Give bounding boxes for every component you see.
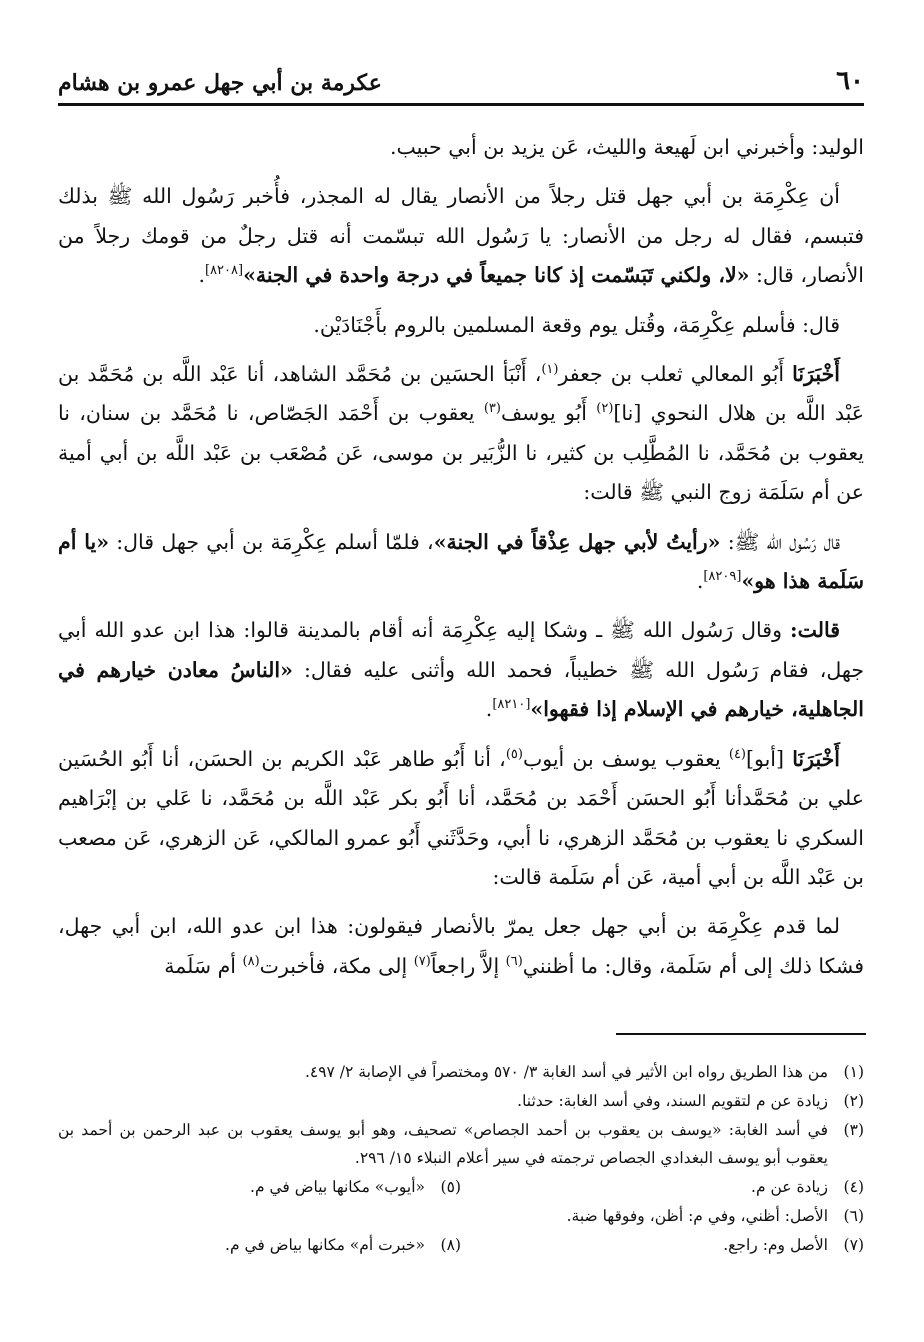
paragraph-8-text-b: إلاَّ راجعاً: [430, 953, 506, 978]
hadith-quote-2: «رأيتُ لأبي جهل عِذْقاً في الجنة»: [433, 529, 721, 554]
hadith-number-8209: [٨٢٠٩]: [703, 569, 742, 585]
paragraph-2-end: .: [198, 263, 205, 288]
main-text: [58, 128, 864, 996]
paragraph-7-text-c: ، أنا أَبُو طاهر عَبْد الكريم بن الحسَن، أنا أَبُو الحُسَين علي بن مُحَمَّدأنا أَبُو الحسَن أَحْمَد بن مُحَمَّد، أنا أَبُو بكر عَبْد اللَّه بن مُحَمَّد، نا عَلي بن إبْرَاهيم السكري نا يعقوب بن مُحَمَّد الزهري، نا أبي، وحَدَّثَني أَبُو عمرو المالكي، عَن الزهري، عَن مصعب بن عَبْد اللَّه بن أبي أمية، عَن أم سَلَمة قالت:: [58, 746, 864, 889]
header-rule: [58, 103, 864, 106]
footnote-text: «خبرت أم» مكانها بياض في م.: [225, 1235, 425, 1254]
hadith-number-8210: [٨٢١٠]: [492, 697, 531, 713]
paragraph-5: [58, 523, 864, 602]
qalat-lead: قالت:: [790, 618, 840, 643]
footnote-5: [58, 1173, 461, 1202]
isnad-lead-2: أَخْبَرَنَا: [792, 746, 841, 771]
footnote-text: زيادة عن م لتقويم السند، وفي أسد الغابة: حدثنا.: [517, 1091, 828, 1110]
paragraph-7-text-a: [أبو]: [746, 746, 793, 771]
paragraph-8-text-d: أم سَلَمة: [164, 953, 243, 978]
isnad-lead-1: أَخْبَرَنَا: [792, 362, 840, 387]
footnote-number: (١): [843, 1063, 864, 1081]
hadith-number-8208: [٨٢٠٨]: [204, 263, 244, 279]
paragraph-4-text-a: أَبُو المعالي ثعلب بن جعفر: [558, 362, 793, 387]
hadith-quote-1: «لا، ولكني تَبَسّمت إذ كانا جميعاً في درجة واحدة في الجنة»: [243, 263, 750, 288]
footnote-number: (٨): [440, 1235, 461, 1254]
paragraph-8-text-a: لما قدم عِكْرِمَة بن أبي جهل جعل يمرّ بالأنصار فيقولون: هذا ابن عدو الله، ابن أبي جهل، فشكا ذلك إلى أم سَلَمة، وقال: ما أظنني: [58, 914, 864, 978]
footnotes: [58, 1058, 864, 1260]
paragraph-7: [58, 740, 864, 898]
footnote-number: (٢): [843, 1091, 864, 1110]
footnote-text: الأصل: أظني، وفي م: أظن، وفوقها ضبة.: [566, 1206, 828, 1225]
footnote-text: في أسد الغابة: «يوسف بن يعقوب بن أحمد الجصاص» تصحيف، وهو أبو يوسف يعقوب بن عبد الرحمن بن أحمد بن يعقوب أبو يوسف البغدادي الجصاص ترجمته في سير أعلام النبلاء ١٥/ ٢٩٦.: [58, 1120, 828, 1168]
paragraph-8: [58, 907, 864, 986]
footnote-6: [58, 1202, 864, 1231]
paragraph-5-text-b: ، فلمّا أسلم عِكْرِمَة بن أبي جهل قال:: [109, 529, 434, 554]
footnote-number: (٧): [843, 1235, 864, 1254]
paragraph-2: [58, 177, 864, 295]
footnote-ref-5: (٥): [505, 746, 523, 762]
footnote-text: الأصل وم: راجع.: [723, 1235, 828, 1254]
hadith-quote-3: «يا أم سَلَمة هذا هو»: [58, 529, 864, 594]
paragraph-4-text-b: ، أَنْبَأ الحسَين بن مُحَمَّد الشاهد، أنا عَبْد اللَّه بن مُحَمَّد بن عَبْد اللَّه بن هلال النحوي [نا]: [58, 362, 865, 426]
paragraph-4-text-d: يعقوب بن أَحْمَد الجَصّاص، نا مُحَمَّد بن سنان، نا يعقوب بن مُحَمَّد، نا المُطَّلِب بن كثير، نا الزُّبَير بن موسى، عَن مُصْعَب بن عَبْد اللَّه بن أبي أمية عن أم سَلَمَة زوج النبي ﷺ قالت:: [58, 401, 864, 505]
footnote-number: (٣): [843, 1120, 864, 1139]
footnote-text: زيادة عن م.: [751, 1178, 828, 1197]
footnote-number: (٤): [843, 1178, 864, 1197]
paragraph-4-text-c: أَبُو يوسف: [500, 401, 597, 426]
paragraph-5-text-a: قال رَسُول الله ﷺ:: [720, 529, 840, 554]
footnote-number: (٦): [843, 1206, 864, 1225]
footnote-ref-2: (٢): [596, 401, 614, 417]
footnote-ref-1: (١): [541, 362, 559, 378]
footnote-row-4-5: [58, 1173, 864, 1202]
running-title: عكرمة بن أبي جهل عمرو بن هشام: [58, 70, 382, 96]
paragraph-7-text-b: يعقوب يوسف بن أيوب: [522, 746, 729, 771]
paragraph-6-text: وقال رَسُول الله ﷺ ـ وشكا إليه عِكْرِمَة أنه أقام بالمدينة قالوا: هذا ابن عدو الله أبي جهل، فقام رَسُول الله ﷺ خطيباً، فحمد الله وأثنى عليه فقال:: [58, 618, 864, 682]
paragraph-3: [58, 306, 864, 345]
footnote-text: من هذا الطريق رواه ابن الأثير في أسد الغابة ٣/ ٥٧٠ ومختصراً في الإصابة ٢/ ٤٩٧.: [304, 1063, 828, 1081]
footnote-ref-4: (٤): [728, 746, 746, 762]
paragraph-6: [58, 611, 864, 729]
footnote-4: [461, 1173, 864, 1202]
footnote-row-7-8: [58, 1231, 864, 1260]
footnote-2: [58, 1087, 864, 1116]
footnote-ref-3: (٣): [483, 401, 501, 417]
footnote-ref-8: (٨): [242, 953, 260, 969]
paragraph-5-end: .: [696, 569, 704, 594]
footnote-3: [58, 1116, 864, 1174]
footnote-text: «أيوب» مكانها بياض في م.: [250, 1178, 425, 1197]
page-number: ٦٠: [836, 66, 864, 96]
hadith-quote-4: «الناسُ معادن خيارهم في الجاهلية، خيارهم في الإسلام إذا فقهوا»: [58, 657, 864, 722]
paragraph-8-text-c: إلى مكة، فأخبرت: [259, 953, 414, 978]
footnote-separator: [616, 1033, 866, 1035]
paragraph-1-text: الوليد: وأخبرني ابن لَهيعة والليث، عَن يزيد بن أبي حبيب.: [390, 135, 864, 159]
footnote-8: [58, 1231, 461, 1260]
footnote-number: (٥): [440, 1178, 461, 1197]
footnote-ref-7: (٧): [413, 953, 431, 969]
paragraph-3-text: قال: فأسلم عِكْرِمَة، وقُتل يوم وقعة المسلمين بالروم بأَجْنَادَيْن.: [313, 312, 840, 337]
paragraph-6-end: .: [485, 697, 493, 722]
paragraph-1: [58, 128, 864, 167]
paragraph-4: [58, 355, 864, 513]
footnote-1: [58, 1058, 864, 1087]
paragraph-2-text: أن عِكْرِمَة بن أبي جهل قتل رجلاً من الأنصار يقال له المجذر، فأُخبر رَسُول الله ﷺ بذلك فتبسم، فقال له رجل من الأنصار: يا رَسُول الله تبسّمت أنه قتل رجلٌ من قومك رجلاً من الأنصار، قال:: [58, 184, 864, 288]
footnote-7: [461, 1231, 864, 1260]
page-header: [58, 58, 864, 106]
footnote-ref-6: (٦): [505, 953, 523, 969]
